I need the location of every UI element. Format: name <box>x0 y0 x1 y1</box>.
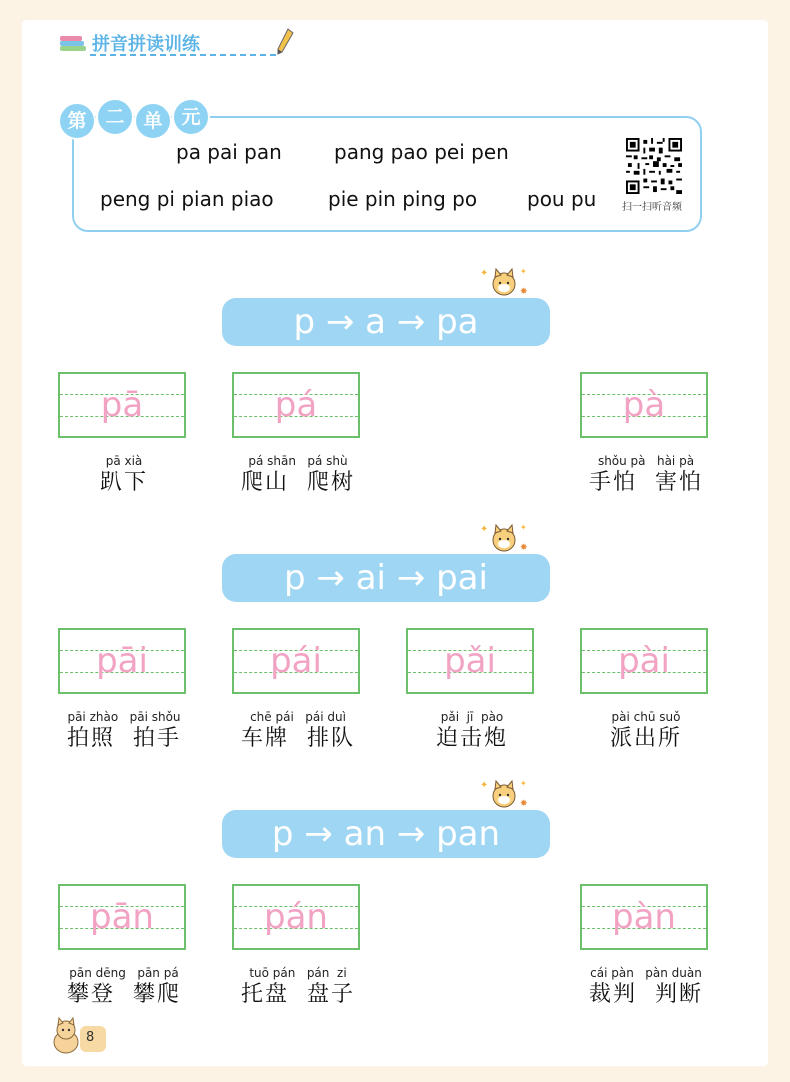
formula-bar: p → a → pa <box>222 298 550 346</box>
word-item <box>228 454 368 497</box>
svg-text:✦: ✦ <box>480 780 489 791</box>
word-item <box>54 454 194 497</box>
word-hanzi: 攀登 攀爬 <box>67 982 181 1007</box>
svg-text:✦: ✦ <box>520 779 527 788</box>
dog-icon <box>476 520 532 556</box>
word-hanzi: 派出所 <box>609 726 682 751</box>
syllable-group: pa pai pan <box>176 140 282 164</box>
writing-box[interactable] <box>58 884 186 950</box>
tracing-syllable: pán <box>264 897 328 937</box>
word-pinyin: shǒu pà hài pà <box>597 454 695 468</box>
writing-box[interactable] <box>58 372 186 438</box>
svg-text:✦: ✦ <box>520 267 527 276</box>
unit-tag-3: 单 <box>134 102 172 140</box>
word-hanzi: 迫击炮 <box>435 726 508 751</box>
svg-text:✸: ✸ <box>520 287 528 297</box>
pencil-icon <box>276 28 294 56</box>
unit-tag-4: 元 <box>172 98 210 136</box>
word-item <box>576 966 716 1009</box>
qr-code-icon[interactable] <box>626 138 682 194</box>
writing-box[interactable] <box>58 628 186 694</box>
tracing-syllable: pài <box>618 641 670 681</box>
dog-icon <box>476 776 532 812</box>
header-underline <box>90 54 276 56</box>
word-item <box>54 710 194 753</box>
word-hanzi: 拍照 拍手 <box>67 726 181 751</box>
word-item <box>54 966 194 1009</box>
formula-bar: p → an → pan <box>222 810 550 858</box>
page-number: 8 <box>86 1030 95 1045</box>
syllable-group: pou pu <box>527 187 597 211</box>
formula-bar: p → ai → pai <box>222 554 550 602</box>
header-title: 拼音拼读训练 <box>92 34 200 55</box>
word-pinyin: cái pàn pàn duàn <box>590 966 702 980</box>
word-pinyin: pǎi jī pào <box>440 710 504 724</box>
word-pinyin: chē pái pái duì <box>250 710 346 724</box>
dog-icon <box>476 264 532 300</box>
writing-box[interactable] <box>406 628 534 694</box>
word-pinyin: pā xià <box>105 454 143 468</box>
word-hanzi: 裁判 判断 <box>589 982 703 1007</box>
tracing-syllable: pá <box>274 385 318 425</box>
word-item <box>576 454 716 497</box>
tracing-syllable: pái <box>270 641 322 681</box>
writing-box[interactable] <box>580 372 708 438</box>
syllable-group: pie pin ping po <box>328 187 478 211</box>
tracing-syllable: pà <box>622 385 666 425</box>
svg-text:✦: ✦ <box>480 268 489 279</box>
word-item <box>576 710 716 753</box>
word-hanzi: 趴下 <box>99 470 148 495</box>
writing-box[interactable] <box>232 884 360 950</box>
word-hanzi: 手怕 害怕 <box>589 470 703 495</box>
tracing-syllable: pǎi <box>444 641 496 681</box>
word-pinyin: pài chū suǒ <box>611 710 681 724</box>
syllable-group: pang pao pei pen <box>334 140 509 164</box>
unit-tag-1: 第 <box>58 102 96 140</box>
word-pinyin: pān dēng pān pá <box>69 966 179 980</box>
svg-text:✸: ✸ <box>520 543 528 553</box>
writing-box[interactable] <box>232 372 360 438</box>
unit-tag-2: 二 <box>96 98 134 136</box>
books-icon <box>60 36 86 52</box>
tracing-syllable: pān <box>90 897 154 937</box>
word-hanzi: 托盘 盘子 <box>241 982 355 1007</box>
writing-box[interactable] <box>580 628 708 694</box>
word-pinyin: tuō pán pán zi <box>249 966 347 980</box>
svg-text:✸: ✸ <box>520 799 528 809</box>
syllable-group: peng pi pian piao <box>100 187 274 211</box>
word-hanzi: 爬山 爬树 <box>241 470 355 495</box>
word-item <box>228 966 368 1009</box>
word-hanzi: 车牌 排队 <box>241 726 355 751</box>
word-pinyin: pāi zhào pāi shǒu <box>67 710 181 724</box>
qr-caption: 扫一扫听音频 <box>622 202 682 213</box>
word-pinyin: pá shān pá shù <box>248 454 348 468</box>
tracing-syllable: pàn <box>612 897 676 937</box>
word-item <box>402 710 542 753</box>
word-item <box>228 710 368 753</box>
tracing-syllable: pā <box>100 385 144 425</box>
writing-box[interactable] <box>232 628 360 694</box>
tracing-syllable: pāi <box>96 641 148 681</box>
svg-text:✦: ✦ <box>520 523 527 532</box>
svg-text:✦: ✦ <box>480 524 489 535</box>
writing-box[interactable] <box>580 884 708 950</box>
